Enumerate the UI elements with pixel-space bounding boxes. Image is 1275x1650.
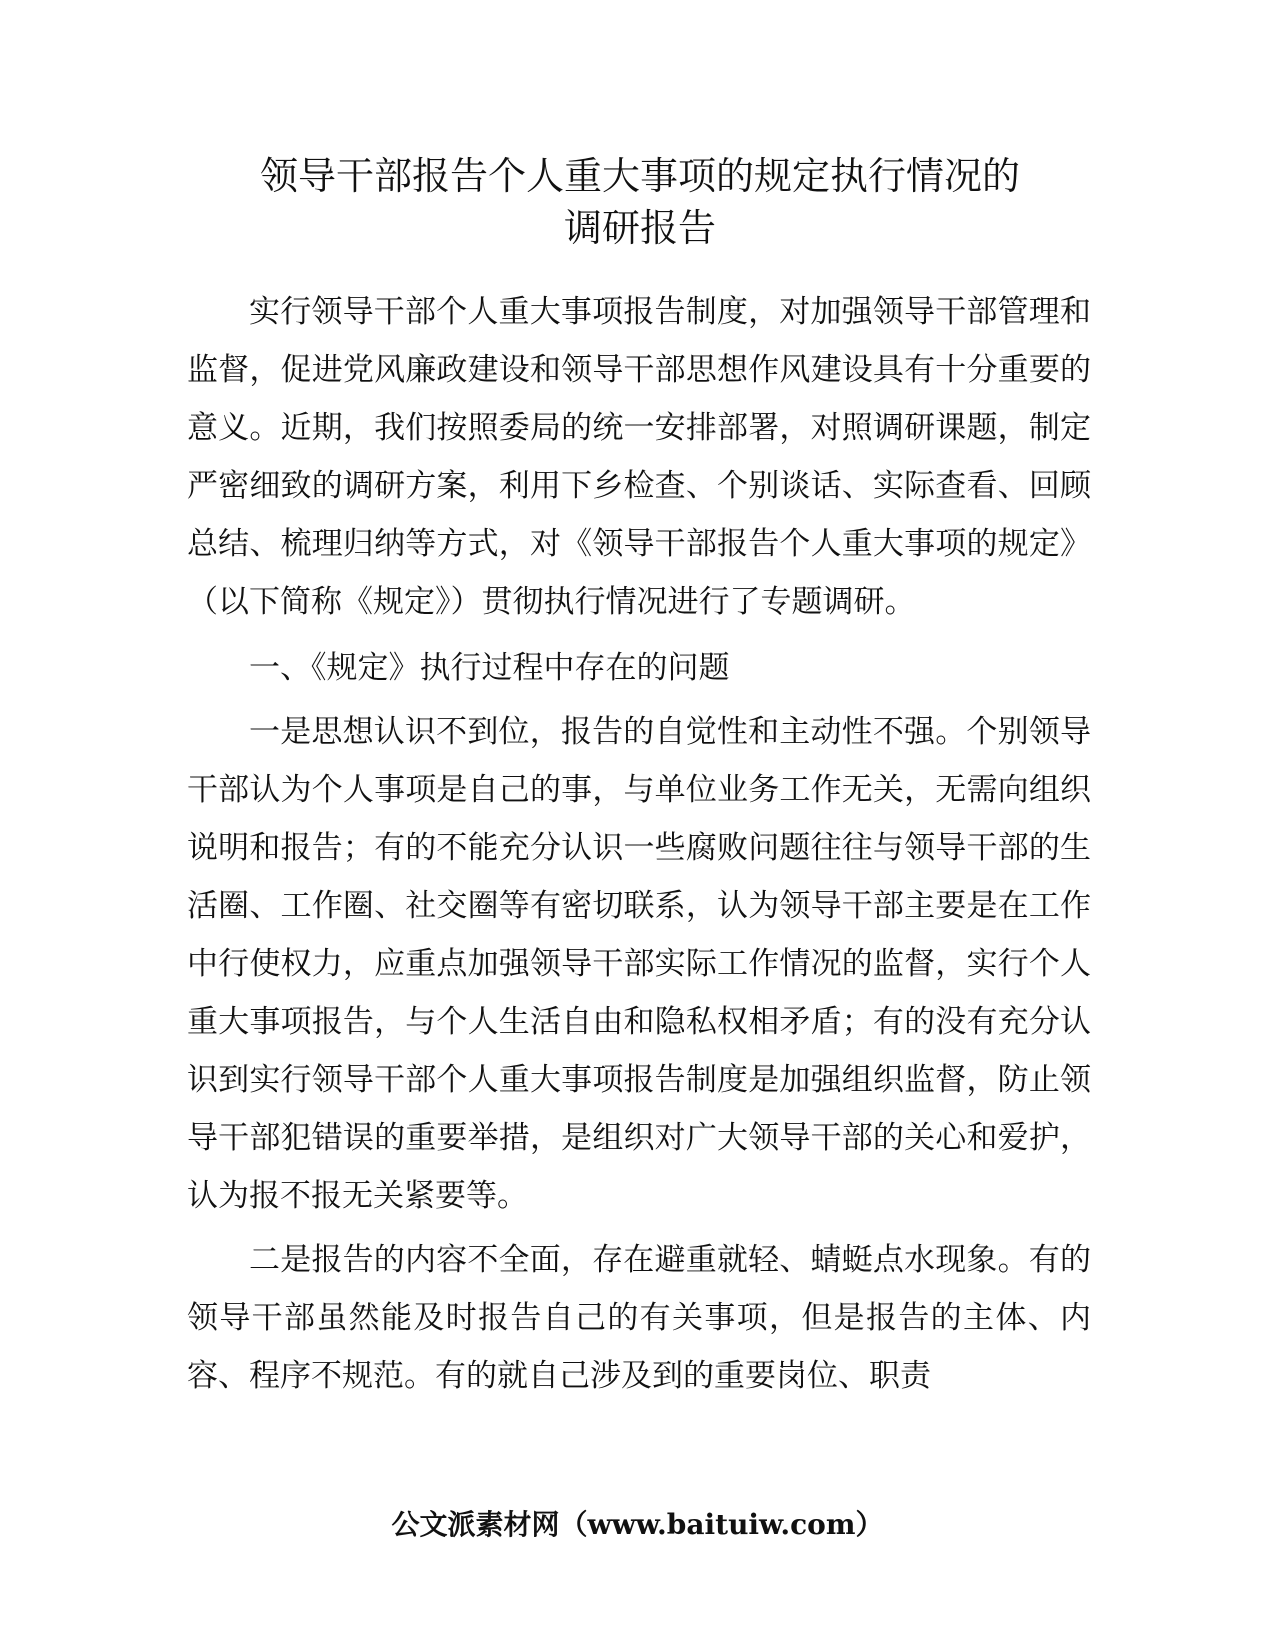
intro-paragraph: 实行领导干部个人重大事项报告制度，对加强领导干部管理和监督，促进党风廉政建设和领导干部思想作风建设具有十分重要的意义。近期，我们按照委局的统一安排部署，对照调研课题，制定严密细致的调研方案，利用下乡检查、个别谈话、实际查看、回顾总结、梳理归纳等方式，对《领导干部报告个人重大事项的规定》（以下简称《规定》）贯彻执行情况进行了专题调研。 [187,294,1091,620]
document-title [160,150,1120,254]
section-paragraph-2: 二是报告的内容不全面，存在避重就轻、蜻蜓点水现象。有的领导干部虽然能及时报告自己的有关事项，但是报告的主体、内容、程序不规范。有的就自己涉及到的重要岗位、职责 [187,1242,1091,1394]
section-paragraph-1: 一是思想认识不到位，报告的自觉性和主动性不强。个别领导干部认为个人事项是自己的事，与单位业务工作无关，无需向组织说明和报告；有的不能充分认识一些腐败问题往往与领导干部的生活圈、工作圈、社交圈等有密切联系，认为领导干部主要是在工作中行使权力，应重点加强领导干部实际工作情况的监督，实行个人重大事项报告，与个人生活自由和隐私权相矛盾；有的没有充分认识到实行领导干部个人重大事项报告制度是加强组织监督，防止领导干部犯错误的重要举措，是组织对广大领导干部的关心和爱护，认为报不报无关紧要等。 [187,714,1091,1214]
footer-watermark: 公文派素材网（www.baituiw.com） [391,1508,884,1541]
document-body [187,283,1091,1405]
title-line-1: 领导干部报告个人重大事项的规定执行情况的 [259,154,1020,198]
section-heading: 一、《规定》执行过程中存在的问题 [249,650,730,686]
title-line-2: 调研报告 [563,206,716,250]
